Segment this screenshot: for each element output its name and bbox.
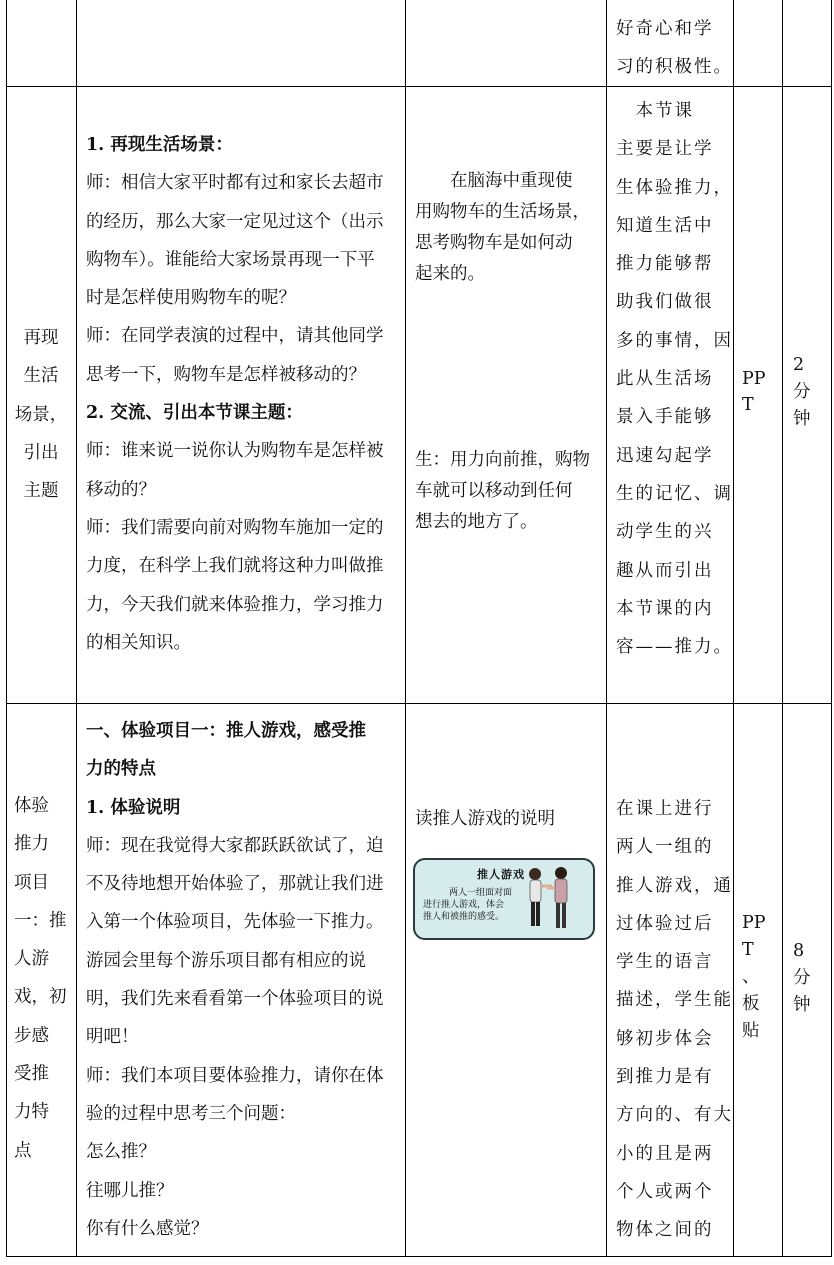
text-line: 起来的。	[415, 264, 485, 284]
stage-cell	[14, 787, 72, 1170]
text-line: T	[742, 940, 754, 960]
text-line: 生的记忆、调	[616, 483, 733, 504]
text-line: 明吧！	[86, 1027, 139, 1048]
column-divider	[733, 0, 734, 1257]
top-reflection-cell	[616, 10, 733, 87]
section-heading: 2. 交流、引出本节课主题：	[86, 403, 303, 424]
text-line: 验的过程中思考三个问题：	[86, 1103, 296, 1124]
column-divider	[405, 0, 406, 1257]
design-intent-cell	[616, 790, 733, 1250]
text-line: 力特	[14, 1102, 49, 1123]
column-divider	[6, 0, 7, 1257]
text-line: 知道生活中	[616, 215, 714, 236]
text-line: 思考一下，购物车是怎样被移动的？	[86, 364, 366, 385]
text-line: 主要是让学	[616, 139, 714, 160]
student-response-cell	[415, 445, 590, 538]
text-line: 生活	[23, 366, 59, 387]
text-line: 容——推力。	[616, 637, 733, 658]
text-line: 明，我们先来看看第一个体验项目的说	[86, 989, 384, 1010]
section-heading: 1. 再现生活场景：	[86, 135, 233, 155]
text-line: 戏，初	[14, 987, 67, 1008]
text-line: 板	[742, 994, 760, 1014]
section-heading: 一、体验项目一：推人游戏，感受推	[86, 721, 366, 741]
media-cell	[742, 910, 766, 1045]
text-line: 推力	[14, 834, 49, 855]
text-line: 受推	[14, 1064, 49, 1085]
stage-cell	[12, 319, 70, 510]
text-line: 习的积极性。	[616, 57, 733, 78]
time-cell	[793, 352, 811, 433]
text-line: 力度，在科学上我们就将这种力叫做推	[86, 556, 384, 577]
design-intent-cell	[616, 92, 733, 666]
text-line: 趣从而引出	[616, 560, 714, 581]
text-line: 钟	[793, 995, 811, 1015]
text-line: 过体验过后	[616, 913, 714, 934]
text-line: 分	[793, 382, 811, 402]
children-pushing-illustration	[519, 864, 579, 936]
text-line: 点	[14, 1140, 32, 1161]
text-line: 景入手能够	[616, 407, 714, 428]
text-line: 分	[793, 968, 811, 988]
text-line: 动学生的兴	[616, 522, 714, 543]
student-activity-cell	[415, 166, 590, 290]
text-line: 体验	[14, 796, 49, 816]
text-line: 人游	[14, 949, 49, 970]
text-line: 入第一个体验项目，先体验一下推力。	[86, 912, 384, 933]
text-line: 移动的？	[86, 479, 156, 500]
text-line: 项目	[14, 872, 49, 893]
picture-title: 推人游戏	[477, 868, 525, 881]
text-line: PP	[742, 369, 766, 389]
text-line: 时是怎样使用购物车的呢？	[86, 288, 296, 309]
text-line: 车就可以移动到任何	[415, 481, 573, 501]
text-line: 两人一组的	[616, 837, 714, 858]
text-line: 步感	[14, 1025, 49, 1046]
text-line: 用购物车的生活场景，	[415, 202, 590, 222]
text-line: 2	[793, 355, 805, 375]
text-line: 物体之间的	[616, 1220, 714, 1241]
text-line: 8	[793, 941, 805, 961]
text-line: 游园会里每个游乐项目都有相应的说	[86, 950, 366, 971]
text-line: 购物车）。谁能给大家场景再现一下平	[86, 249, 375, 270]
text-line: 贴	[742, 1021, 760, 1041]
text-line: 你有什么感觉？	[86, 1218, 209, 1239]
row-divider	[6, 703, 832, 704]
teacher-activity-cell	[86, 126, 384, 662]
text-line: 生：用力向前推，购物	[415, 450, 590, 470]
text-line: 好奇心和学	[616, 19, 714, 39]
text-line: 主题	[23, 481, 59, 502]
text-line: 再现	[23, 328, 59, 348]
text-line: 力，今天我们就来体验推力，学习推力	[86, 594, 384, 615]
text-line: 的经历，那么大家一定见过这个（出示	[86, 211, 384, 232]
text-line: 在课上进行	[616, 799, 714, 819]
column-divider	[831, 0, 832, 1257]
text-line: 助我们做很	[616, 292, 714, 313]
text-line: 师：我们本项目要体验推力，请你在体	[86, 1065, 384, 1086]
text-line: T	[742, 395, 754, 415]
text-line: 此从生活场	[616, 369, 714, 390]
text-line: 师：现在我觉得大家都跃跃欲试了，迫	[86, 835, 384, 856]
text-line: 本节课	[616, 101, 694, 121]
text-line: 怎么推？	[86, 1142, 156, 1163]
text-line: 推力能够帮	[616, 254, 714, 275]
text-line: 方向的、有大	[616, 1105, 733, 1126]
text-line: 到推力是有	[616, 1067, 714, 1088]
text-line: 本节课的内	[616, 598, 714, 619]
text-line: 场景，	[14, 404, 68, 425]
text-line: 多的事情，因	[616, 330, 733, 351]
text-line: 师：在同学表演的过程中，请其他同学	[86, 326, 384, 347]
column-divider	[782, 0, 783, 1257]
picture-text-line: 进行推人游戏，体会	[423, 900, 505, 910]
picture-text-line: 推人和被推的感受。	[423, 912, 505, 922]
text-line: 思考购物车是如何动	[415, 233, 573, 253]
text-line: PP	[742, 913, 766, 933]
text-line: 师：相信大家平时都有过和家长去超市	[86, 173, 384, 194]
row-divider	[6, 1256, 832, 1257]
text-line: 小的且是两	[616, 1143, 714, 1164]
text-line: 够初步体会	[616, 1028, 714, 1049]
text-line: 一：推	[14, 910, 67, 931]
text-line: 学生的语言	[616, 952, 714, 973]
game-instruction-picture	[413, 858, 595, 940]
text-line: 个人或两个	[616, 1181, 714, 1202]
teacher-activity-cell	[86, 712, 384, 1248]
media-cell	[742, 366, 766, 418]
text-line: 往哪儿推？	[86, 1180, 174, 1201]
text-line: 不及待地想开始体验了，那就让我们进	[86, 874, 384, 895]
column-divider	[606, 0, 607, 1257]
text-line: 推人游戏，通	[616, 875, 733, 896]
text-line: 引出	[23, 442, 59, 463]
text-line: 、	[742, 967, 760, 987]
student-activity-cell	[415, 800, 555, 838]
text-line: 师：谁来说一说你认为购物车是怎样被	[86, 441, 384, 462]
text-line: 在脑海中重现使	[415, 171, 573, 191]
text-line: 迅速勾起学	[616, 445, 714, 466]
text-line: 师：我们需要向前对购物车施加一定的	[86, 517, 384, 538]
text-line: 描述，学生能	[616, 990, 733, 1011]
picture-text-line: 两人一组面对面	[449, 888, 513, 898]
time-cell	[793, 938, 811, 1019]
text-line: 钟	[793, 409, 811, 429]
text-line: 生体验推力，	[616, 177, 733, 198]
text-line: 想去的地方了。	[415, 512, 538, 532]
section-heading: 力的特点	[86, 759, 156, 780]
text-line: 读推人游戏的说明	[415, 809, 555, 829]
column-divider	[76, 0, 77, 1257]
text-line: 的相关知识。	[86, 632, 191, 653]
section-heading: 1. 体验说明	[86, 797, 181, 818]
